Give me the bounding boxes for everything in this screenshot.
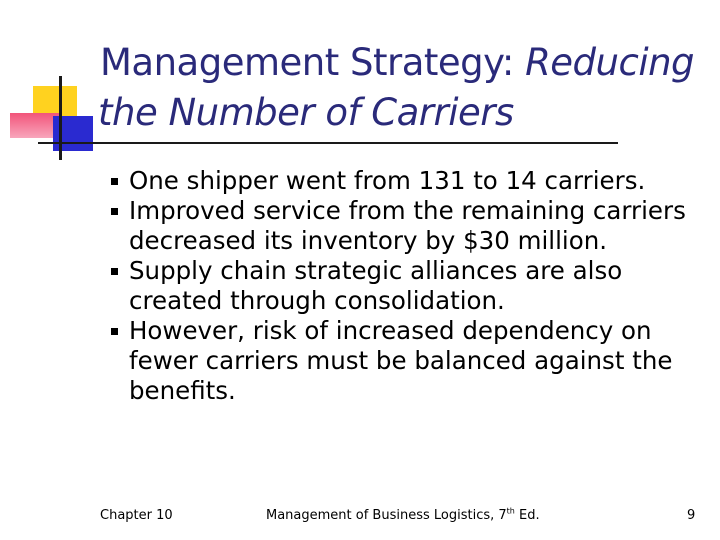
logo-vertical-line	[59, 76, 62, 160]
bullet-list	[111, 166, 701, 406]
page-number: 9	[687, 508, 696, 523]
slide-title-regular: Management Strategy:	[100, 41, 526, 84]
bullet-item	[111, 256, 701, 316]
square-bullet-icon	[111, 208, 118, 215]
bullet-item	[111, 316, 701, 406]
square-bullet-icon	[111, 268, 118, 275]
title-underline	[38, 142, 618, 144]
square-bullet-icon	[111, 328, 118, 335]
footer-book-title	[266, 508, 540, 523]
square-bullet-icon	[111, 178, 118, 185]
footer-book-title-edition: Ed.	[514, 508, 540, 523]
bullet-text: Supply chain strategic alliances are also created through consolidation.	[129, 256, 623, 315]
footer-book-title-main: Management of Business Logistics, 7	[266, 508, 507, 523]
bullet-item	[111, 196, 701, 256]
slide-title	[100, 38, 710, 138]
slide-title-italic-part1: Reducing	[525, 41, 695, 84]
bullet-text: One shipper went from 131 to 14 carriers.	[129, 166, 646, 195]
bullet-text: Improved service from the remaining carriers decreased its inventory by $30 million.	[129, 196, 686, 255]
footer-book-title-ordinal: th	[506, 506, 515, 516]
bullet-text: However, risk of increased dependency on fewer carriers must be balanced against the benefits.	[129, 316, 673, 405]
footer-chapter: Chapter 10	[100, 508, 173, 523]
bullet-item	[111, 166, 701, 196]
slide-title-italic-part2: the Number of Carriers	[98, 91, 514, 134]
